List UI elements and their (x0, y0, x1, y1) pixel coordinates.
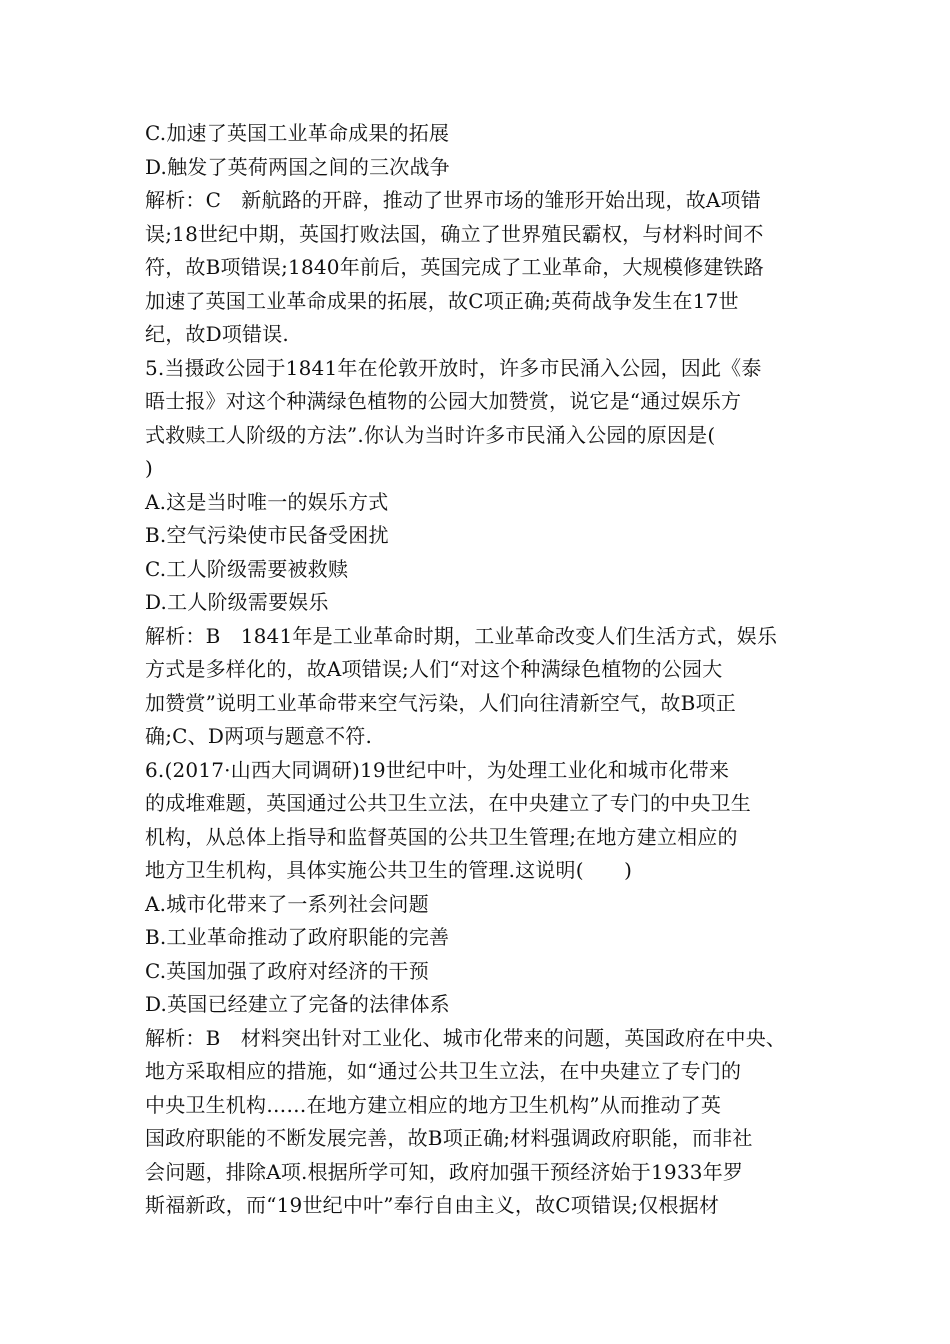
option-d-line: D.英国已经建立了完备的法律体系 (145, 992, 450, 1016)
option-c-line: C.加速了英国工业革命成果的拓展 (145, 121, 450, 145)
option-b-line: B.工业革命推动了政府职能的完善 (145, 925, 450, 949)
analysis-line: 加赞赏”说明工业革命带来空气污染，人们向往清新空气，故B项正 (145, 690, 736, 715)
option-d-line: D.工人阶级需要娱乐 (145, 590, 329, 614)
page-body (145, 117, 825, 1223)
question-6-line: 6.(2017·山西大同调研)19世纪中叶，为处理工业化和城市化带来 (145, 757, 730, 782)
question-6-line: 的成堆难题，英国通过公共卫生立法，在中央建立了专门的中央卫生 (145, 791, 751, 815)
analysis-line: 解析：B 材料突出针对工业化、城市化带来的问题，英国政府在中央、 (145, 1025, 787, 1050)
option-c-line: C.工人阶级需要被救赎 (145, 556, 349, 581)
analysis-line: 国政府职能的不断发展完善，故B项正确;材料强调政府职能，而非社 (145, 1126, 753, 1150)
analysis-line: 确;C、D两项与题意不符. (145, 724, 373, 748)
option-b-line: B.空气污染使市民备受困扰 (145, 523, 389, 547)
analysis-line: 斯福新政，而“19世纪中叶”奉行自由主义，故C项错误;仅根据材 (145, 1193, 720, 1217)
analysis-line: 中央卫生机构……在地方建立相应的地方卫生机构”从而推动了英 (145, 1092, 722, 1117)
analysis-line: 方式是多样化的，故A项错误;人们“对这个种满绿色植物的公园大 (145, 657, 723, 681)
option-c-line: C.英国加强了政府对经济的干预 (145, 958, 429, 983)
question-5-line: 5.当摄政公园于1841年在伦敦开放时，许多市民涌入公园，因此《泰 (145, 355, 762, 380)
question-6-line: 地方卫生机构，具体实施公共卫生的管理.这说明( ) (145, 858, 633, 882)
analysis-line: 符，故B项错误;1840年前后，英国完成了工业革命，大规模修建铁路 (145, 255, 764, 279)
question-6-line: 机构，从总体上指导和监督英国的公共卫生管理;在地方建立相应的 (145, 824, 738, 849)
question-5-line: 式救赎工人阶级的方法”.你认为当时许多市民涌入公园的原因是( (145, 422, 716, 447)
option-a-line: A.城市化带来了一系列社会问题 (145, 891, 429, 916)
analysis-line: 地方采取相应的措施，如“通过公共卫生立法，在中央建立了专门的 (145, 1059, 742, 1083)
analysis-line: 误;18世纪中期，英国打败法国，确立了世界殖民霸权，与材料时间不 (145, 221, 764, 246)
question-5-line: 晤士报》对这个种满绿色植物的公园大加赞赏，说它是“通过娱乐方 (145, 389, 742, 413)
analysis-line: 解析：B 1841年是工业革命时期，工业革命改变人们生活方式，娱乐 (145, 623, 778, 648)
analysis-line: 会问题，排除A项.根据所学可知，政府加强干预经济始于1933年罗 (145, 1159, 744, 1184)
option-a-line: A.这是当时唯一的娱乐方式 (145, 489, 389, 514)
analysis-line: 加速了英国工业革命成果的拓展，故C项正确;英荷战争发生在17世 (145, 288, 739, 313)
analysis-line: 纪，故D项错误. (145, 322, 289, 346)
analysis-line: 解析：C 新航路的开辟，推动了世界市场的雏形开始出现，故A项错 (145, 188, 761, 212)
option-d-line: D.触发了英荷两国之间的三次战争 (145, 154, 450, 179)
question-5-line: ) (145, 456, 154, 480)
